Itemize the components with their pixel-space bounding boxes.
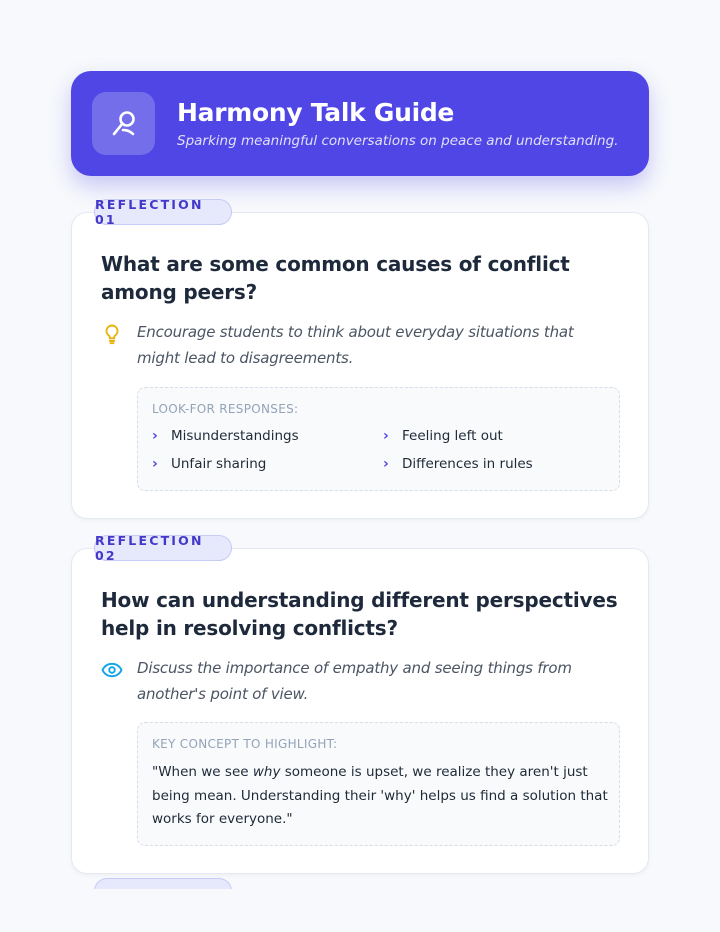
reflection-badge: REFLECTION 02 xyxy=(94,535,232,561)
response-item: › Misunderstandings xyxy=(152,428,299,444)
key-concept-box xyxy=(137,722,620,846)
hint-text: Discuss the importance of empathy and seeing things from another's point of view. xyxy=(137,659,572,703)
question-text: How can understanding different perspectives help in resolving conflicts? xyxy=(101,588,618,640)
box-label: LOOK-FOR RESPONSES: xyxy=(152,402,299,416)
hint-text: Encourage students to think about everyday situations that might lead to disagreements. xyxy=(137,323,574,367)
reflection-card-1 xyxy=(71,212,649,519)
box-label: KEY CONCEPT TO HIGHLIGHT: xyxy=(152,737,338,751)
microphone-icon xyxy=(92,92,155,155)
chevron-right-icon: › xyxy=(383,456,389,472)
next-reflection-badge xyxy=(94,878,232,889)
response-item: › Unfair sharing xyxy=(152,456,267,472)
reflection-card-2 xyxy=(71,548,649,874)
chevron-right-icon: › xyxy=(383,428,389,444)
key-concept-quote: "When we see why someone is upset, we realize they aren't just being mean. Understanding their 'why' helps us find a solution that works for everyone." xyxy=(152,764,608,827)
guide-header xyxy=(71,71,649,176)
reflection-badge: REFLECTION 01 xyxy=(94,199,232,225)
app-subtitle: Sparking meaningful conversations on peace and understanding. xyxy=(177,133,619,149)
chevron-right-icon: › xyxy=(152,456,158,472)
chevron-right-icon: › xyxy=(152,428,158,444)
lightbulb-icon xyxy=(101,323,123,345)
response-item: › Feeling left out xyxy=(383,428,503,444)
look-for-responses-box xyxy=(137,387,620,491)
eye-icon xyxy=(101,659,123,681)
emphasis-text: why xyxy=(252,764,281,780)
response-item: › Differences in rules xyxy=(383,456,533,472)
question-text: What are some common causes of conflict among peers? xyxy=(101,252,570,304)
app-title: Harmony Talk Guide xyxy=(177,98,455,127)
